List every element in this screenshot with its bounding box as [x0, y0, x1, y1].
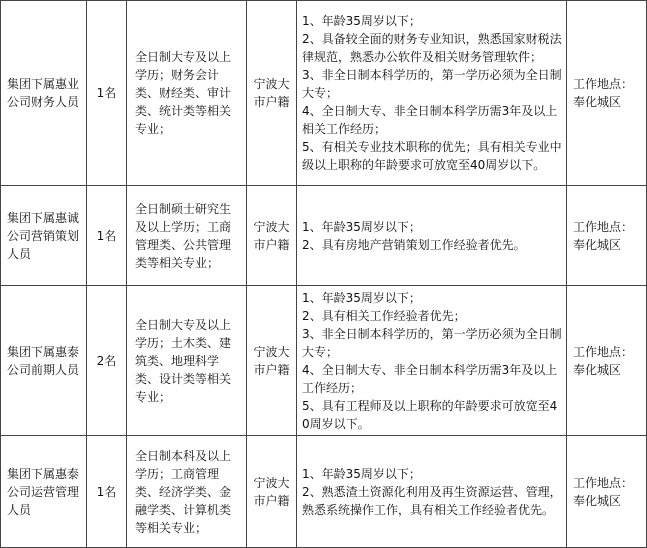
requirement-item: 2、具有相关工作经验者优先； [302, 308, 466, 323]
education-cell: 全日制本科及以上学历；工商管理类、经济学类、金融学类、计算机类等相关专业； [127, 436, 247, 548]
requirement-item: 1、年龄35周岁以下； [302, 219, 421, 234]
registry-cell: 宁波大市户籍 [247, 1, 297, 186]
requirement-item: 4、全日制大专、非全日制本科学历需3年及以上相关工作经历； [302, 104, 558, 136]
requirements-cell [297, 286, 567, 436]
position-cell: 集团下属惠诚公司营销策划人员 [1, 186, 87, 286]
position-cell: 集团下属惠业公司财务人员 [1, 1, 87, 186]
requirement-item: 1、年龄35周岁以下； [302, 290, 421, 305]
location-cell: 工作地点：奉化城区 [567, 286, 647, 436]
table-row [1, 286, 647, 436]
requirement-item: 1、年龄35周岁以下； [302, 466, 421, 481]
education-cell: 全日制大专及以上学历；土木类、建筑类、地理科学类、设计类等相关专业； [127, 286, 247, 436]
education-cell: 全日制大专及以上学历；财务会计类、财经类、审计类、统计类等相关专业； [127, 1, 247, 186]
registry-cell: 宁波大市户籍 [247, 286, 297, 436]
table-row [1, 436, 647, 548]
requirements-cell [297, 436, 567, 548]
registry-cell: 宁波大市户籍 [247, 436, 297, 548]
requirement-item: 2、熟悉渣土资源化利用及再生资源运营、管理，熟悉系统操作工作，具有相关工作经验者优先。 [302, 484, 562, 517]
location-cell: 工作地点：奉化城区 [567, 1, 647, 186]
location-cell: 工作地点：奉化城区 [567, 436, 647, 548]
requirement-item: 1、年龄35周岁以下； [302, 14, 421, 28]
requirement-item: 2、具有房地产营销策划工作经验者优先。 [302, 237, 526, 252]
requirements-cell [297, 1, 567, 186]
table-row [1, 186, 647, 286]
headcount-cell: 1名 [87, 186, 127, 286]
requirement-item: 3、非全日制本科学历的，第一学历必须为全日制大专； [302, 326, 562, 359]
registry-cell: 宁波大市户籍 [247, 186, 297, 286]
headcount-cell: 2名 [87, 286, 127, 436]
location-cell: 工作地点：奉化城区 [567, 186, 647, 286]
requirement-item: 5、具有工程师及以上职称的年龄要求可放宽至40周岁以下。 [302, 398, 558, 431]
position-cell: 集团下属惠泰公司前期人员 [1, 286, 87, 436]
requirement-item: 2、具备较全面的财务专业知识，熟悉国家财税法律规范，熟悉办公软件及相关财务管理软件； [302, 32, 562, 64]
education-cell: 全日制硕士研究生及以上学历；工商管理类、公共管理类等相关专业； [127, 186, 247, 286]
headcount-cell: 1名 [87, 1, 127, 186]
table-row [1, 1, 647, 186]
requirement-item: 5、有相关专业技术职称的优先；具有相关专业中级以上职称的年龄要求可放宽至40周岁以下。 [302, 140, 562, 172]
requirement-item: 3、非全日制本科学历的，第一学历必须为全日制大专； [302, 68, 562, 100]
headcount-cell: 1名 [87, 436, 127, 548]
requirements-cell [297, 186, 567, 286]
requirement-item: 4、全日制大专、非全日制本科学历需3年及以上工作经历； [302, 362, 558, 395]
position-cell: 集团下属惠泰公司运营管理人员 [1, 436, 87, 548]
